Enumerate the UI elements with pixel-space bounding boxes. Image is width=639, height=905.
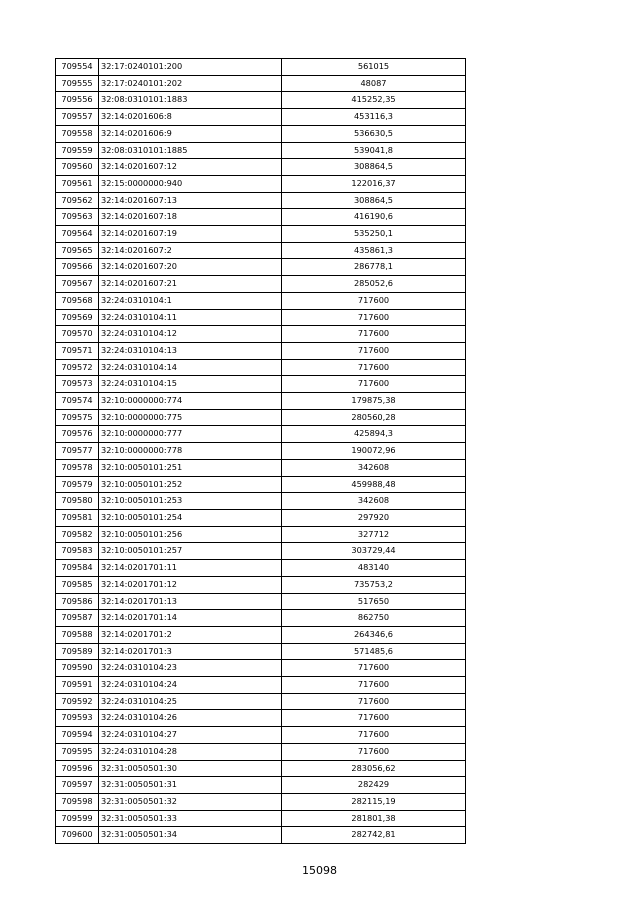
row-id-cell: 709596 — [56, 760, 99, 777]
value-cell: 717600 — [282, 727, 466, 744]
table-row — [56, 326, 466, 343]
cadastral-number-cell: 32:14:0201701:14 — [99, 610, 282, 627]
row-id-cell: 709587 — [56, 610, 99, 627]
row-id-cell: 709555 — [56, 75, 99, 92]
value-cell: 286778,1 — [282, 259, 466, 276]
value-cell: 535250,1 — [282, 226, 466, 243]
table-row — [56, 576, 466, 593]
row-id-cell: 709556 — [56, 92, 99, 109]
row-id-cell: 709583 — [56, 543, 99, 560]
value-cell: 282429 — [282, 777, 466, 794]
value-cell: 308864,5 — [282, 192, 466, 209]
value-cell: 717600 — [282, 677, 466, 694]
row-id-cell: 709560 — [56, 159, 99, 176]
table-row — [56, 643, 466, 660]
table-row — [56, 727, 466, 744]
table-row — [56, 476, 466, 493]
value-cell: 283056,62 — [282, 760, 466, 777]
value-cell: 264346,6 — [282, 626, 466, 643]
cadastral-number-cell: 32:14:0201606:8 — [99, 109, 282, 126]
cadastral-number-cell: 32:14:0201701:12 — [99, 576, 282, 593]
table-row — [56, 209, 466, 226]
value-cell: 717600 — [282, 326, 466, 343]
row-id-cell: 709584 — [56, 560, 99, 577]
table-row — [56, 393, 466, 410]
value-cell: 415252,35 — [282, 92, 466, 109]
row-id-cell: 709590 — [56, 660, 99, 677]
value-cell: 539041,8 — [282, 142, 466, 159]
table-row — [56, 543, 466, 560]
value-cell: 425894,3 — [282, 426, 466, 443]
value-cell: 435861,3 — [282, 242, 466, 259]
table-row — [56, 376, 466, 393]
cadastral-number-cell: 32:15:0000000:940 — [99, 175, 282, 192]
row-id-cell: 709588 — [56, 626, 99, 643]
row-id-cell: 709598 — [56, 793, 99, 810]
table-row — [56, 777, 466, 794]
cadastral-number-cell: 32:24:0310104:13 — [99, 342, 282, 359]
value-cell: 190072,96 — [282, 443, 466, 460]
cadastral-number-cell: 32:14:0201607:18 — [99, 209, 282, 226]
cadastral-number-cell: 32:24:0310104:15 — [99, 376, 282, 393]
cadastral-number-cell: 32:24:0310104:12 — [99, 326, 282, 343]
row-id-cell: 709595 — [56, 743, 99, 760]
table-row — [56, 443, 466, 460]
data-table — [55, 58, 466, 844]
cadastral-number-cell: 32:14:0201607:2 — [99, 242, 282, 259]
table-body — [56, 59, 466, 844]
table-row — [56, 493, 466, 510]
value-cell: 717600 — [282, 359, 466, 376]
table-row — [56, 626, 466, 643]
cadastral-number-cell: 32:14:0201607:13 — [99, 192, 282, 209]
cadastral-number-cell: 32:24:0310104:1 — [99, 292, 282, 309]
cadastral-number-cell: 32:14:0201701:11 — [99, 560, 282, 577]
value-cell: 717600 — [282, 292, 466, 309]
value-cell: 717600 — [282, 693, 466, 710]
table-row — [56, 259, 466, 276]
table-row — [56, 309, 466, 326]
cadastral-number-cell: 32:24:0310104:14 — [99, 359, 282, 376]
cadastral-number-cell: 32:10:0050101:253 — [99, 493, 282, 510]
row-id-cell: 709575 — [56, 409, 99, 426]
cadastral-number-cell: 32:14:0201607:19 — [99, 226, 282, 243]
cadastral-number-cell: 32:24:0310104:26 — [99, 710, 282, 727]
row-id-cell: 709579 — [56, 476, 99, 493]
row-id-cell: 709594 — [56, 727, 99, 744]
value-cell: 717600 — [282, 660, 466, 677]
row-id-cell: 709574 — [56, 393, 99, 410]
row-id-cell: 709586 — [56, 593, 99, 610]
value-cell: 285052,6 — [282, 276, 466, 293]
cadastral-number-cell: 32:14:0201701:2 — [99, 626, 282, 643]
row-id-cell: 709592 — [56, 693, 99, 710]
table-row — [56, 226, 466, 243]
row-id-cell: 709559 — [56, 142, 99, 159]
row-id-cell: 709557 — [56, 109, 99, 126]
table-row — [56, 59, 466, 76]
cadastral-number-cell: 32:10:0000000:774 — [99, 393, 282, 410]
table-row — [56, 242, 466, 259]
table-row — [56, 459, 466, 476]
value-cell: 459988,48 — [282, 476, 466, 493]
table-row — [56, 125, 466, 142]
table-row — [56, 192, 466, 209]
row-id-cell: 709576 — [56, 426, 99, 443]
table-row — [56, 743, 466, 760]
cadastral-number-cell: 32:10:0050101:254 — [99, 509, 282, 526]
row-id-cell: 709568 — [56, 292, 99, 309]
cadastral-number-cell: 32:14:0201701:3 — [99, 643, 282, 660]
value-cell: 717600 — [282, 376, 466, 393]
row-id-cell: 709565 — [56, 242, 99, 259]
row-id-cell: 709580 — [56, 493, 99, 510]
row-id-cell: 709582 — [56, 526, 99, 543]
row-id-cell: 709564 — [56, 226, 99, 243]
cadastral-number-cell: 32:31:0050501:32 — [99, 793, 282, 810]
table-row — [56, 610, 466, 627]
cadastral-number-cell: 32:31:0050501:33 — [99, 810, 282, 827]
value-cell: 280560,28 — [282, 409, 466, 426]
cadastral-number-cell: 32:24:0310104:27 — [99, 727, 282, 744]
table-row — [56, 509, 466, 526]
cadastral-number-cell: 32:14:0201607:20 — [99, 259, 282, 276]
table-row — [56, 426, 466, 443]
cadastral-number-cell: 32:24:0310104:23 — [99, 660, 282, 677]
value-cell: 308864,5 — [282, 159, 466, 176]
cadastral-number-cell: 32:14:0201701:13 — [99, 593, 282, 610]
value-cell: 862750 — [282, 610, 466, 627]
row-id-cell: 709558 — [56, 125, 99, 142]
value-cell: 342608 — [282, 459, 466, 476]
row-id-cell: 709591 — [56, 677, 99, 694]
table-row — [56, 593, 466, 610]
cadastral-number-cell: 32:17:0240101:200 — [99, 59, 282, 76]
cadastral-number-cell: 32:24:0310104:28 — [99, 743, 282, 760]
table-row — [56, 92, 466, 109]
row-id-cell: 709593 — [56, 710, 99, 727]
row-id-cell: 709581 — [56, 509, 99, 526]
table-row — [56, 693, 466, 710]
value-cell: 483140 — [282, 560, 466, 577]
row-id-cell: 709573 — [56, 376, 99, 393]
cadastral-number-cell: 32:31:0050501:34 — [99, 827, 282, 844]
row-id-cell: 709562 — [56, 192, 99, 209]
value-cell: 536630,5 — [282, 125, 466, 142]
row-id-cell: 709589 — [56, 643, 99, 660]
value-cell: 281801,38 — [282, 810, 466, 827]
cadastral-number-cell: 32:10:0050101:256 — [99, 526, 282, 543]
row-id-cell: 709572 — [56, 359, 99, 376]
cadastral-number-cell: 32:31:0050501:30 — [99, 760, 282, 777]
value-cell: 561015 — [282, 59, 466, 76]
row-id-cell: 709569 — [56, 309, 99, 326]
table-row — [56, 109, 466, 126]
row-id-cell: 709563 — [56, 209, 99, 226]
table-row — [56, 526, 466, 543]
table-row — [56, 660, 466, 677]
table-row — [56, 175, 466, 192]
value-cell: 282115,19 — [282, 793, 466, 810]
value-cell: 416190,6 — [282, 209, 466, 226]
value-cell: 717600 — [282, 710, 466, 727]
row-id-cell: 709561 — [56, 175, 99, 192]
cadastral-number-cell: 32:14:0201607:21 — [99, 276, 282, 293]
table-row — [56, 142, 466, 159]
value-cell: 717600 — [282, 342, 466, 359]
value-cell: 48087 — [282, 75, 466, 92]
value-cell: 122016,37 — [282, 175, 466, 192]
row-id-cell: 709600 — [56, 827, 99, 844]
table-row — [56, 342, 466, 359]
value-cell: 717600 — [282, 743, 466, 760]
table-row — [56, 710, 466, 727]
value-cell: 179875,38 — [282, 393, 466, 410]
cadastral-number-cell: 32:17:0240101:202 — [99, 75, 282, 92]
value-cell: 327712 — [282, 526, 466, 543]
cadastral-number-cell: 32:31:0050501:31 — [99, 777, 282, 794]
table-row — [56, 677, 466, 694]
cadastral-number-cell: 32:14:0201607:12 — [99, 159, 282, 176]
row-id-cell: 709585 — [56, 576, 99, 593]
row-id-cell: 709571 — [56, 342, 99, 359]
row-id-cell: 709597 — [56, 777, 99, 794]
row-id-cell: 709554 — [56, 59, 99, 76]
table-row — [56, 75, 466, 92]
cadastral-number-cell: 32:10:0050101:257 — [99, 543, 282, 560]
cadastral-number-cell: 32:08:0310101:1883 — [99, 92, 282, 109]
value-cell: 735753,2 — [282, 576, 466, 593]
table-row — [56, 793, 466, 810]
value-cell: 717600 — [282, 309, 466, 326]
value-cell: 453116,3 — [282, 109, 466, 126]
table-row — [56, 159, 466, 176]
cadastral-number-cell: 32:10:0000000:775 — [99, 409, 282, 426]
page-number: 15098 — [302, 864, 337, 877]
value-cell: 303729,44 — [282, 543, 466, 560]
row-id-cell: 709578 — [56, 459, 99, 476]
row-id-cell: 709567 — [56, 276, 99, 293]
table-row — [56, 292, 466, 309]
value-cell: 297920 — [282, 509, 466, 526]
row-id-cell: 709599 — [56, 810, 99, 827]
cadastral-number-cell: 32:10:0000000:777 — [99, 426, 282, 443]
table-row — [56, 359, 466, 376]
value-cell: 571485,6 — [282, 643, 466, 660]
cadastral-number-cell: 32:10:0050101:252 — [99, 476, 282, 493]
cadastral-number-cell: 32:10:0000000:778 — [99, 443, 282, 460]
value-cell: 282742,81 — [282, 827, 466, 844]
value-cell: 517650 — [282, 593, 466, 610]
table-row — [56, 409, 466, 426]
table-row — [56, 810, 466, 827]
row-id-cell: 709577 — [56, 443, 99, 460]
table-row — [56, 760, 466, 777]
row-id-cell: 709570 — [56, 326, 99, 343]
table-row — [56, 560, 466, 577]
cadastral-number-cell: 32:24:0310104:24 — [99, 677, 282, 694]
cadastral-number-cell: 32:14:0201606:9 — [99, 125, 282, 142]
row-id-cell: 709566 — [56, 259, 99, 276]
table-row — [56, 276, 466, 293]
cadastral-number-cell: 32:24:0310104:11 — [99, 309, 282, 326]
table-row — [56, 827, 466, 844]
value-cell: 342608 — [282, 493, 466, 510]
cadastral-number-cell: 32:08:0310101:1885 — [99, 142, 282, 159]
cadastral-number-cell: 32:10:0050101:251 — [99, 459, 282, 476]
cadastral-number-cell: 32:24:0310104:25 — [99, 693, 282, 710]
